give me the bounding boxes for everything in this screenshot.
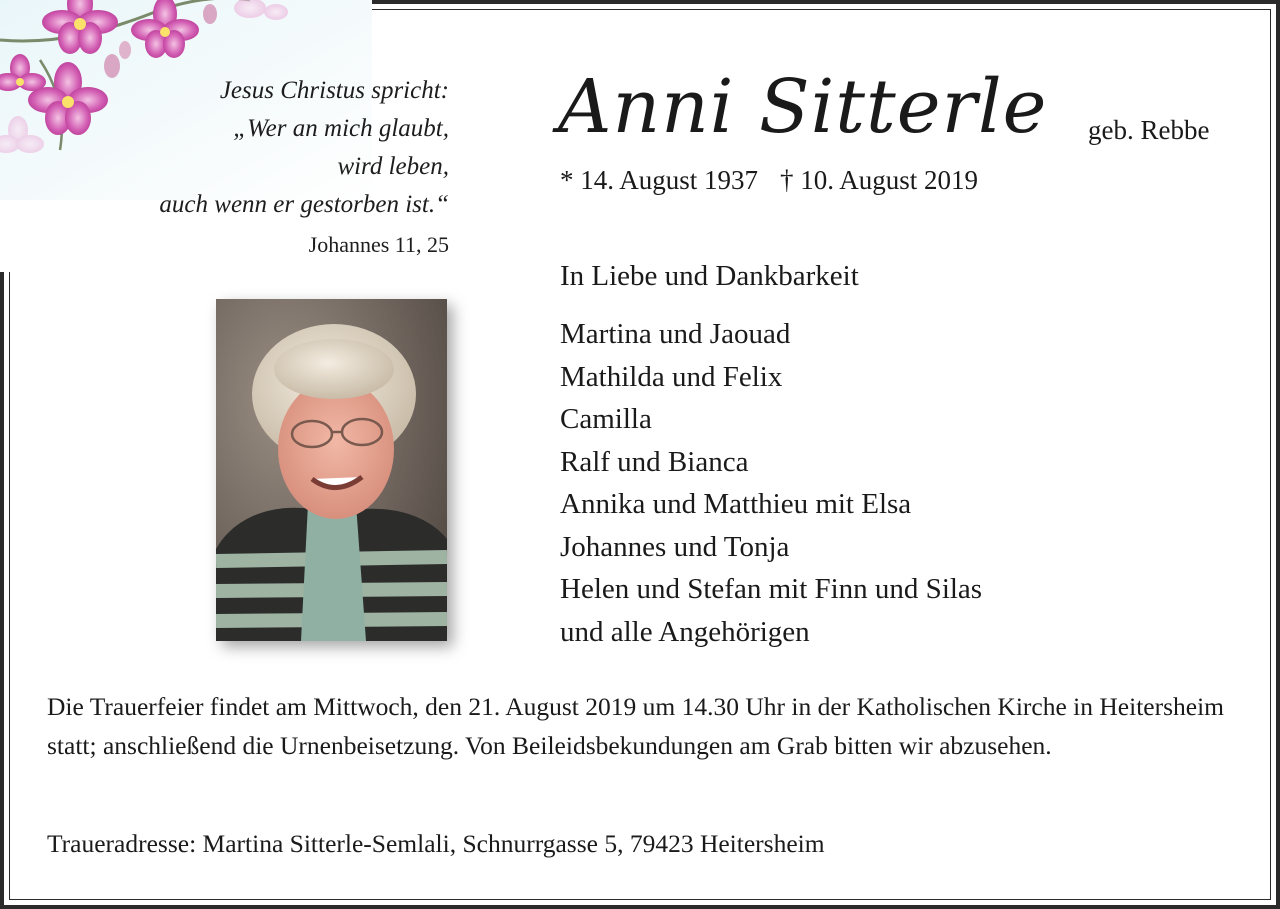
birth-date: * 14. August 1937 bbox=[560, 165, 759, 195]
mourners-list bbox=[560, 313, 982, 653]
list-item: Mathilda und Felix bbox=[560, 360, 783, 393]
quote-line: wird leben, bbox=[337, 153, 449, 180]
list-item: Johannes und Tonja bbox=[560, 530, 790, 563]
bible-quote bbox=[9, 72, 449, 224]
list-item: Annika und Matthieu mit Elsa bbox=[560, 488, 912, 520]
mourning-address: Traueradresse: Martina Sitterle-Semlali, Schnurrgasse 5, 79423 Heitersheim bbox=[47, 829, 825, 858]
quote-line: „Wer an mich glaubt, bbox=[233, 115, 449, 142]
maiden-name: geb. Rebbe bbox=[1088, 115, 1210, 145]
service-info: Die Trauerfeier findet am Mittwoch, den 21. August 2019 um 14.30 Uhr in der Katholischen Kirche in Heitersheim statt; anschließend die Urnenbeisetzung. Von Beileidsbekundungen am Grab bitten wir abzusehen. bbox=[47, 692, 1225, 760]
portrait-photo bbox=[216, 299, 447, 641]
greeting: In Liebe und Dankbarkeit bbox=[560, 260, 859, 292]
list-item: und alle Angehörigen bbox=[560, 615, 810, 648]
quote-reference: Johannes 11, 25 bbox=[308, 232, 449, 257]
list-item: Helen und Stefan mit Finn und Silas bbox=[560, 573, 983, 605]
life-dates bbox=[560, 165, 978, 196]
quote-line: Jesus Christus spricht: bbox=[219, 77, 449, 104]
quote-line: auch wenn er gestorben ist.“ bbox=[159, 191, 449, 218]
death-date: † 10. August 2019 bbox=[780, 165, 979, 195]
list-item: Ralf und Bianca bbox=[560, 445, 749, 478]
list-item: Martina und Jaouad bbox=[560, 318, 791, 350]
list-item: Camilla bbox=[560, 403, 652, 435]
deceased-name: Anni Sitterle bbox=[558, 64, 1048, 150]
